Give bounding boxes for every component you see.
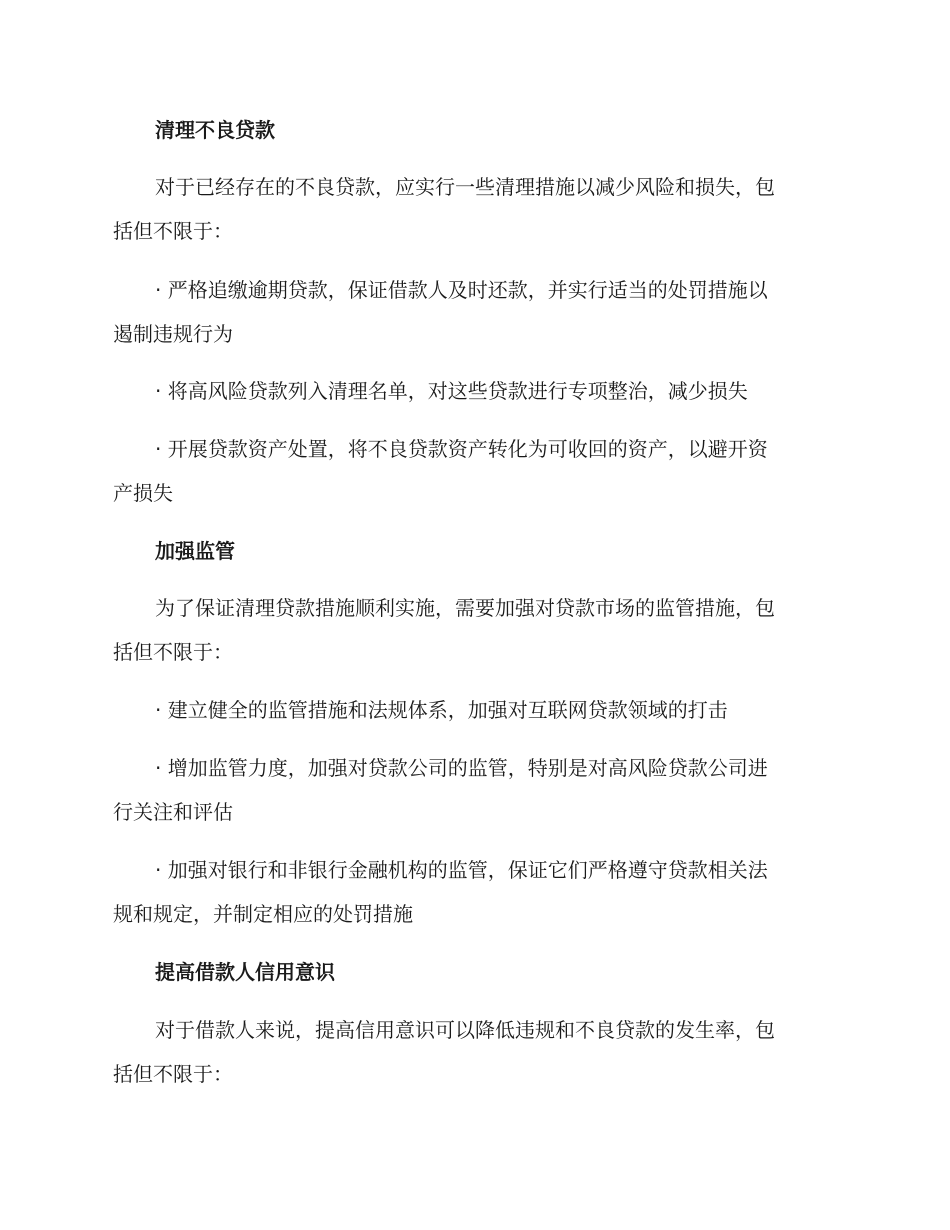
section-heading: 提高借款人信用意识 <box>155 960 335 984</box>
bullet-line: · 将高风险贷款列入清理名单，对这些贷款进行专项整治，减少损失 <box>155 379 748 403</box>
bullet-line: · 加强对银行和非银行金融机构的监管，保证它们严格遵守贷款相关法 <box>155 858 768 882</box>
paragraph-line: 括但不限于： <box>113 219 233 243</box>
paragraph-line: 对于借款人来说，提高信用意识可以降低违规和不良贷款的发生率，包 <box>155 1018 775 1042</box>
bullet-line: 产损失 <box>113 481 173 505</box>
bullet-line: · 开展贷款资产处置，将不良贷款资产转化为可收回的资产，以避开资 <box>155 437 768 461</box>
section-heading: 清理不良贷款 <box>155 118 275 142</box>
bullet-line: · 增加监管力度，加强对贷款公司的监管，特别是对高风险贷款公司进 <box>155 756 768 780</box>
bullet-line: · 建立健全的监管措施和法规体系，加强对互联网贷款领域的打击 <box>155 698 728 722</box>
bullet-line: 遏制违规行为 <box>113 322 233 346</box>
bullet-line: 行关注和评估 <box>113 800 233 824</box>
bullet-line: · 严格追缴逾期贷款，保证借款人及时还款，并实行适当的处罚措施以 <box>155 278 768 302</box>
paragraph-line: 括但不限于： <box>113 640 233 664</box>
bullet-line: 规和规定，并制定相应的处罚措施 <box>113 902 413 926</box>
section-heading: 加强监管 <box>155 539 235 563</box>
paragraph-line: 对于已经存在的不良贷款，应实行一些清理措施以减少风险和损失，包 <box>155 175 775 199</box>
paragraph-line: 为了保证清理贷款措施顺利实施，需要加强对贷款市场的监管措施，包 <box>155 596 775 620</box>
paragraph-line: 括但不限于： <box>113 1062 233 1086</box>
